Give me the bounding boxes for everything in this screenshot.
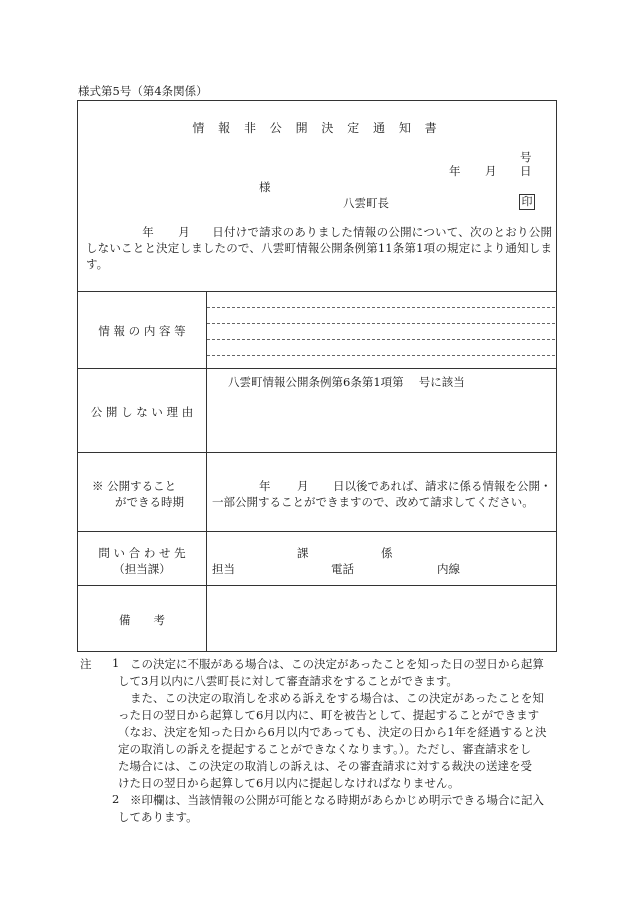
addressee-suffix: 様 — [259, 180, 271, 194]
note-line: た場合には、この決定の取消しの訴えは、その審査請求に対する裁決の送達を受 — [118, 759, 532, 773]
contact-unit-label: 係 — [381, 546, 393, 560]
note-number: 2 — [112, 792, 120, 806]
contact-phone-label: 電話 — [331, 562, 354, 576]
date-day-label: 日 — [520, 164, 532, 178]
intro-paragraph — [86, 224, 552, 272]
contact-extension-label: 内線 — [437, 562, 460, 576]
issuer-name: 八雲町長 — [343, 196, 389, 210]
note-line: また、この決定の取消しを求める訴えをする場合は、この決定があったことを知 — [130, 691, 544, 705]
note-line: ※印欄は、当該情報の公開が可能となる時期があらかじめ明示できる場合に記入 — [130, 793, 544, 807]
timing-label: ※ 公開すること — [92, 479, 177, 493]
timing-month-label: 月 — [297, 479, 309, 493]
divider — [77, 531, 557, 532]
timing-year-label: 年 — [259, 479, 271, 493]
content-label: 情 報 の 内 容 等 — [98, 324, 186, 338]
contact-label-2: （担当課） — [113, 562, 171, 576]
note-line: けた日の翌日から起算して6月以内に提起しなければなりません。 — [118, 776, 460, 790]
note-line: して3月以内に八雲町長に対して審査請求をすることができます。 — [118, 674, 458, 688]
dashed-line — [207, 355, 555, 356]
intro-text: 日付けで請求のありました情報の公開について、次のとおり公開しないことと決定しましたので、八雲町情報公開条例第11条第1項の規定により通知します。 — [86, 225, 552, 271]
reason-label: 公 開 し な い 理 由 — [90, 405, 194, 419]
note-line: った日の翌日から起算して6月以内に、町を被告として、提起することができます — [118, 708, 540, 722]
date-year-label: 年 — [449, 164, 461, 178]
date-month-label: 月 — [485, 164, 497, 178]
form-number-label: 様式第5号（第4条関係） — [78, 84, 208, 98]
divider — [77, 291, 557, 292]
dashed-line — [207, 323, 555, 324]
timing-text-line1: 日以後であれば、請求に係る情報を公開・ — [333, 479, 552, 493]
note-line: してあります。 — [118, 810, 198, 824]
contact-label: 問 い 合 わ せ 先 — [98, 546, 186, 560]
intro-year-label: 年 — [142, 225, 154, 239]
contact-section-label: 課 — [297, 546, 309, 560]
note-line: この決定に不服がある場合は、この決定があったことを知った日の翌日から起算 — [130, 657, 544, 671]
document-title: 情 報 非 公 開 決 定 通 知 書 — [192, 121, 442, 135]
intro-month-label: 月 — [177, 225, 190, 239]
remarks-label: 備 考 — [119, 613, 165, 627]
contact-person-label: 担当 — [212, 562, 235, 576]
note-line: 定の取消しの訴えを提起することができなくなります。）。ただし、審査請求をし — [118, 742, 532, 756]
seal-mark: 印 — [519, 194, 535, 210]
timing-label-2: ができる時期 — [115, 495, 184, 509]
column-divider — [206, 291, 207, 651]
notes-prefix: 注 — [80, 657, 92, 671]
note-line: （なお、決定を知った日から6月以内であっても、決定の日から1年を経過すると決 — [118, 725, 547, 739]
divider — [77, 452, 557, 453]
note-number: 1 — [112, 656, 120, 670]
reason-value: 八雲町情報公開条例第6条第1項第 号に該当 — [228, 375, 465, 389]
dashed-line — [207, 307, 555, 308]
divider — [77, 585, 557, 586]
dashed-line — [207, 339, 555, 340]
document-number-label: 号 — [520, 150, 532, 164]
divider — [77, 368, 557, 369]
timing-text-line2: 一部公開することができますので、改めて請求してください。 — [212, 495, 534, 509]
